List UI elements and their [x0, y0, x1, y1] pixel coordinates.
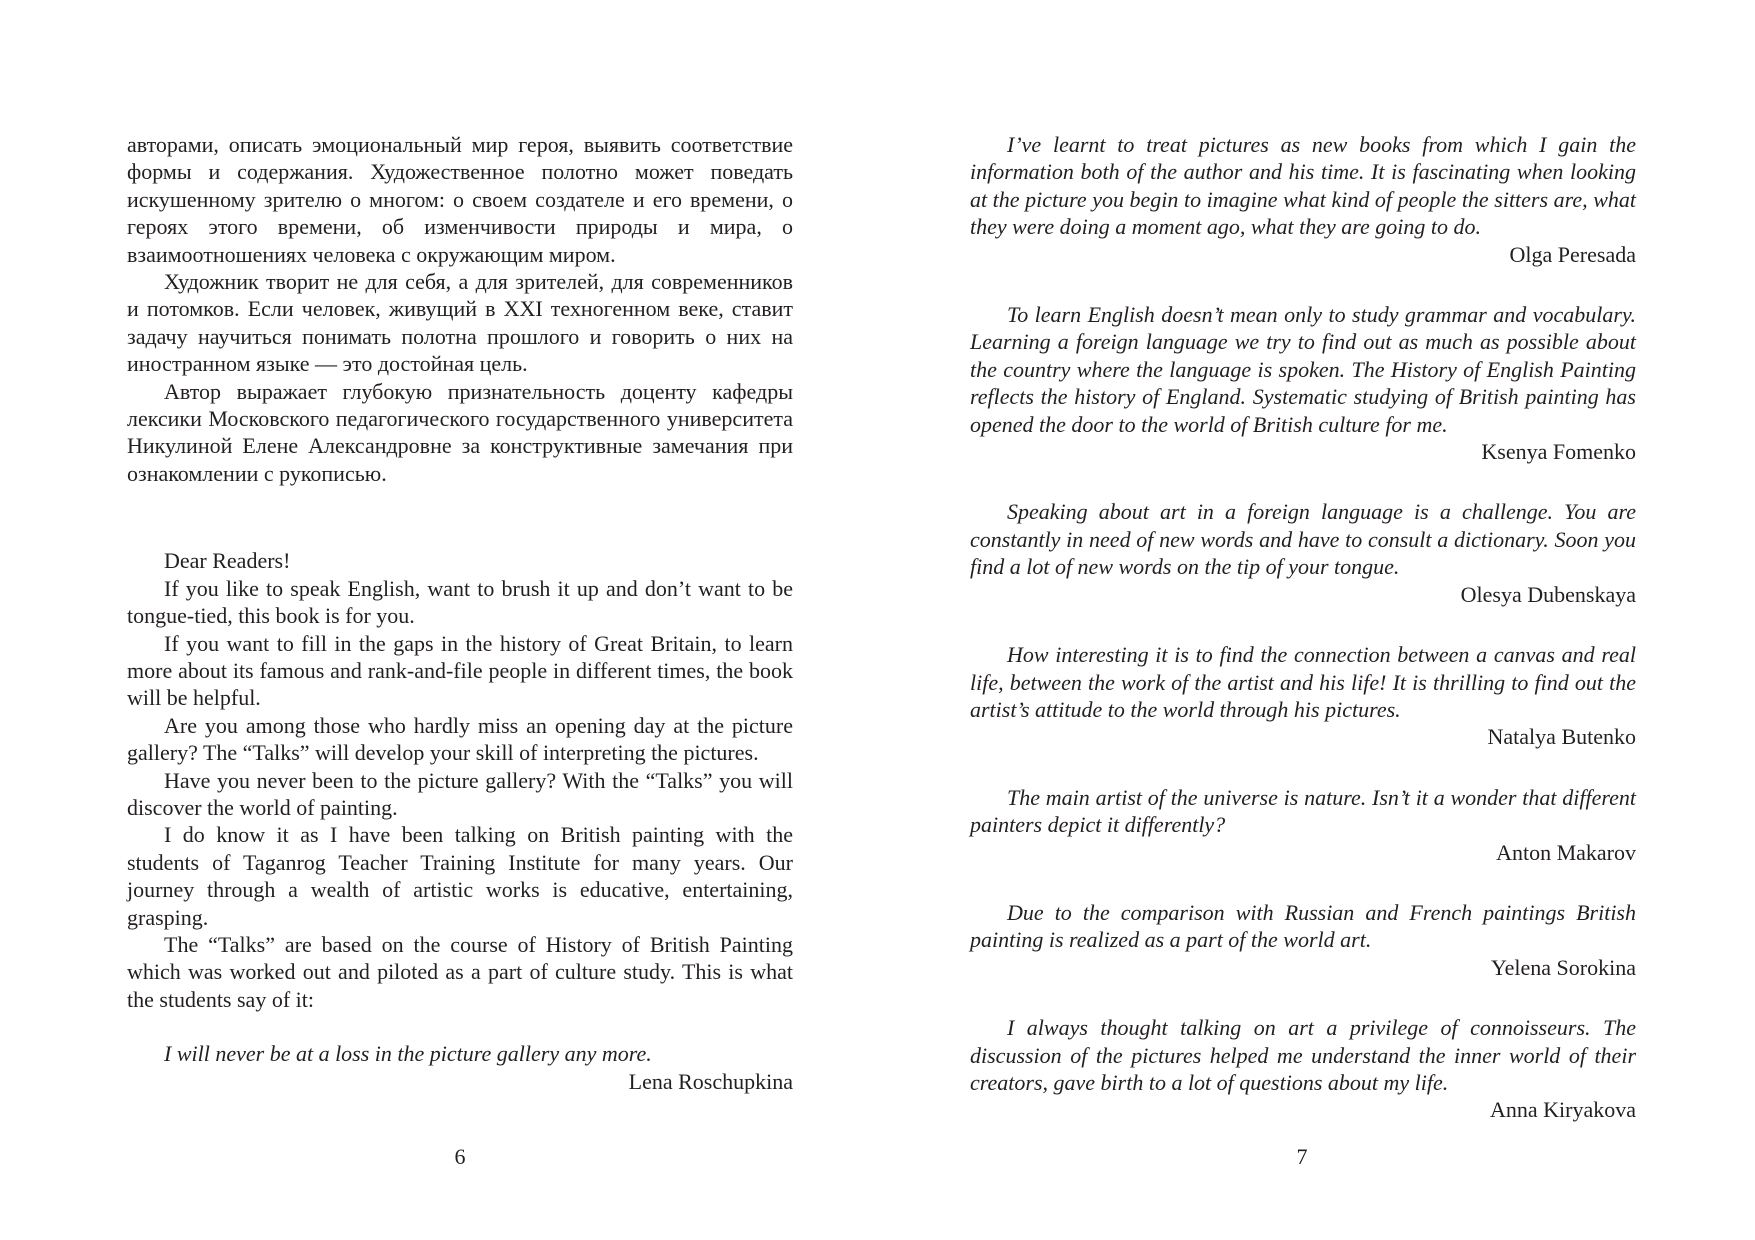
testimonial-text: I’ve learnt to treat pictures as new books from which I gain the information both of the author and his time. It is fascinating when looking at the picture you begin to imagine what kind of people the sitters are, what they were doing a moment ago, what they are going to do.: [970, 132, 1636, 240]
testimonial: [970, 131, 1636, 268]
testimonial: [970, 301, 1636, 465]
testimonial: [970, 498, 1636, 608]
testimonial-author: Olesya Dubenskaya: [1460, 581, 1636, 607]
testimonial-author: Ksenya Fomenko: [1481, 439, 1636, 465]
left-page: [127, 131, 793, 1095]
russian-paragraph: Автор выражает глубокую признательность доценту кафедры лексики Московского педагогического государственного университета Никулиной Елене Александровне за конструктивные замечания при ознакомлении с рукописью.: [127, 378, 793, 486]
russian-paragraph: Художник творит не для себя, а для зрителей, для современников и потомков. Если человек, живущий в XXI техногенном веке, ставит задачу научиться понимать полотна прошлого и говорить о них на иностранном языке — это достойная цель.: [127, 269, 793, 377]
testimonial-text: How interesting it is to find the connection between a canvas and real life, between the work of the artist and his life! It is thrilling to find out the artist’s attitude to the world through his pictures.: [970, 642, 1636, 722]
greeting: Dear Readers!: [164, 548, 291, 574]
testimonial-text: Due to the comparison with Russian and French paintings British painting is realized as a part of the world art.: [970, 899, 1636, 953]
testimonial-author: Natalya Butenko: [1487, 724, 1636, 750]
testimonial-text: To learn English doesn’t mean only to study grammar and vocabulary. Learning a foreign language we try to find out as much as possible about the country where the language is spoken. The History of English Painting reflects the history of England. Systematic studying of British painting has opened the door to the world of British culture for me.: [970, 302, 1636, 437]
testimonial-text: I always thought talking on art a privilege of connoisseurs. The discussion of the pictures helped me understand the inner world of their creators, gave birth to a lot of questions about my life.: [970, 1015, 1636, 1095]
testimonial-text: Speaking about art in a foreign language is a challenge. You are constantly in need of new words and have to consult a dictionary. Soon you find a lot of new words on the tip of your tongue.: [970, 499, 1636, 580]
testimonial-author: Anna Kiryakova: [1489, 1097, 1636, 1123]
english-paragraph: If you want to fill in the gaps in the history of Great Britain, to learn more about its famous and rank-and-file people in different times, the book will be helpful.: [127, 630, 793, 711]
student-quote: [127, 1040, 793, 1095]
page-number: 6: [454, 1144, 466, 1169]
testimonial: [970, 899, 1636, 981]
english-paragraph: Are you among those who hardly miss an opening day at the picture gallery? The “Talks” will develop your skill of interpreting the pictures.: [127, 712, 793, 766]
testimonial-author: Anton Makarov: [1496, 839, 1636, 865]
russian-paragraph: авторами, описать эмоциональный мир героя, выявить соответствие формы и содержания. Художественное полотно может поведать искушенному зрителю о многом: о своем создателе и его времени, о героях этого времени, об изменчивости природы и мира, о взаимоотношениях человека с окружающим миром.: [127, 132, 793, 267]
testimonial-author: Olga Peresada: [1509, 241, 1636, 267]
quote-text: I will never be at a loss in the picture gallery any more.: [164, 1041, 652, 1067]
testimonial: [970, 1014, 1636, 1124]
page-number: 7: [1296, 1144, 1308, 1169]
testimonial-text: The main artist of the universe is nature. Isn’t it a wonder that different painters depict it differently?: [970, 784, 1636, 838]
english-paragraph: Have you never been to the picture gallery? With the “Talks” you will discover the world of painting.: [127, 767, 793, 820]
testimonial: [970, 784, 1636, 866]
right-page: [970, 131, 1636, 1157]
english-paragraph: The “Talks” are based on the course of History of British Painting which was worked out and piloted as a part of culture study. This is what the students say of it:: [127, 931, 793, 1012]
english-paragraph: I do know it as I have been talking on British painting with the students of Taganrog Teacher Training Institute for many years. Our journey through a wealth of artistic works is educative, entertaining, grasping.: [127, 822, 793, 930]
quote-author: Lena Roschupkina: [628, 1068, 793, 1094]
english-paragraph: If you like to speak English, want to brush it up and don’t want to be tongue-tied, this book is for you.: [127, 575, 793, 629]
testimonial-author: Yelena Sorokina: [1490, 954, 1636, 980]
section-spacer: [127, 487, 793, 547]
testimonial: [970, 641, 1636, 751]
section-spacer: [127, 1013, 793, 1040]
